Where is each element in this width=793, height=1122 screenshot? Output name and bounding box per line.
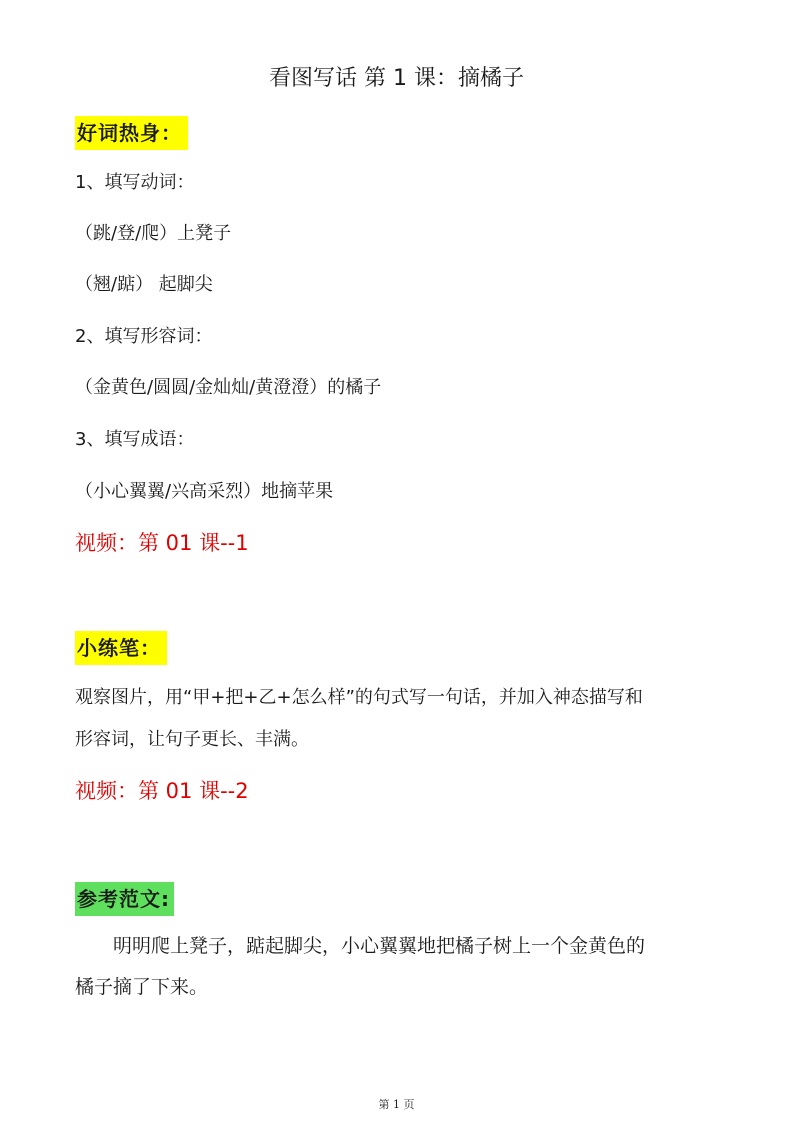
paragraph-line: 形容词，让句子更长、丰满。: [75, 729, 309, 750]
list-item: （跳/登/爬）上凳子: [75, 223, 232, 244]
section-heading-word-warmup: 好词热身：: [75, 116, 188, 150]
section-heading-practice: 小练笔：: [75, 631, 167, 665]
section-heading-sample-essay: 参考范文:: [75, 882, 174, 916]
paragraph-line: 明明爬上凳子，踮起脚尖，小心翼翼地把橘子树上一个金黄色的: [75, 935, 646, 957]
paragraph-line: 观察图片，用“甲+把+乙+怎么样”的句式写一句话，并加入神态描写和: [75, 687, 643, 708]
list-item: 3、填写成语：: [75, 429, 195, 450]
list-item: 2、填写形容词：: [75, 326, 213, 347]
video-link-2[interactable]: 视频：第 01 课--2: [75, 779, 249, 803]
paragraph-line: 橘子摘了下来。: [75, 976, 209, 998]
list-item: （金黄色/圆圆/金灿灿/黄澄澄）的橘子: [75, 377, 382, 398]
list-item: 1、填写动词：: [75, 172, 195, 193]
video-link-1[interactable]: 视频：第 01 课--1: [75, 531, 249, 555]
page-number: 第 1 页: [378, 1098, 415, 1111]
list-item: （翘/踮） 起脚尖: [75, 274, 213, 295]
page-title: 看图写话 第 1 课：摘橘子: [269, 66, 524, 91]
list-item: （小心翼翼/兴高采烈）地摘苹果: [75, 481, 334, 502]
